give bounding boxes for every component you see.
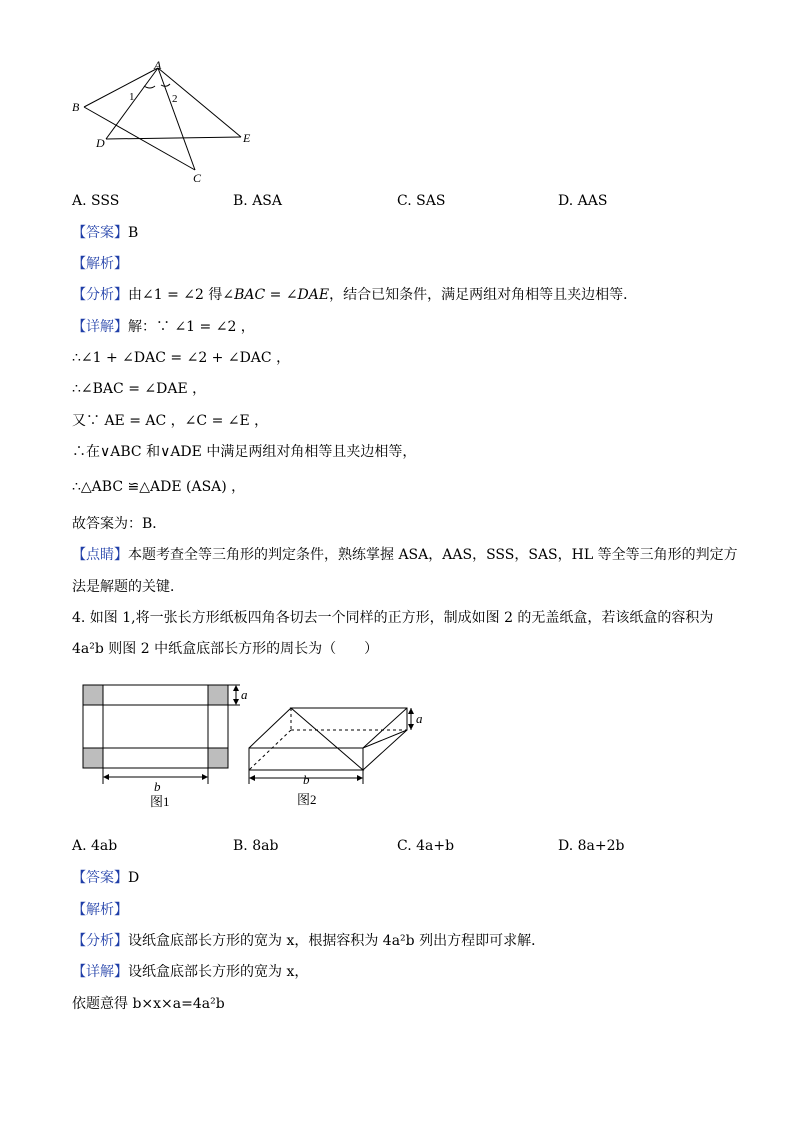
- q3-option-c: C. SAS: [397, 193, 446, 209]
- q4-detail-line1: [72, 962, 308, 982]
- q3-answer-line: [72, 223, 138, 243]
- q3-option-d: D. AAS: [558, 193, 608, 209]
- vertex-b: B: [72, 100, 80, 114]
- fenxi-text: 设纸盒底部长方形的宽为 x，根据容积为 4a²b 列出方程即可求解．: [128, 933, 546, 949]
- fig2-label-b: b: [303, 772, 310, 787]
- dianjing-tag: 【点睛】: [72, 547, 128, 563]
- vertex-e: E: [243, 131, 251, 145]
- q3-option-a: A. SSS: [72, 193, 120, 209]
- fig2-label-a: a: [416, 711, 423, 726]
- vertex-d: D: [96, 136, 105, 150]
- fig1-label-a: a: [241, 687, 248, 702]
- q3-detail-line1: [72, 317, 255, 337]
- fig1-label-b: b: [154, 779, 161, 794]
- q4-stem-line2: 4a²b 则图 2 中纸盒底部长方形的周长为（ ）: [72, 641, 379, 657]
- detail-tag: 【详解】: [72, 319, 128, 335]
- q3-fenxi-line: [72, 285, 637, 305]
- figure-2-box: [245, 700, 435, 812]
- fig2-caption: 图2: [297, 792, 317, 807]
- q4-detail-line2: 依题意得 b×x×a=4a²b: [72, 996, 225, 1012]
- detail-text: 解：∵ ∠1 = ∠2 ，: [128, 319, 255, 335]
- answer-tag: 【答案】: [72, 870, 128, 886]
- fenxi-tag: 【分析】: [72, 933, 128, 949]
- detail-text: 设纸盒底部长方形的宽为 x，: [128, 964, 309, 980]
- fenxi-tag: 【分析】: [72, 287, 128, 303]
- fenxi-math: ∠BAC = ∠DAE: [222, 287, 330, 303]
- q4-option-d: D. 8a+2b: [558, 838, 625, 854]
- q4-analysis-tag: 【解析】: [72, 902, 128, 918]
- angle-2-label: 2: [172, 93, 178, 105]
- detail-tag: 【详解】: [72, 964, 128, 980]
- fig1-caption: 图1: [150, 794, 170, 809]
- q3-detail-line5: ∴在∨ABC 和∨ADE 中满足两组对角相等且夹边相等，: [72, 444, 417, 460]
- q4-option-b: B. 8ab: [233, 838, 279, 854]
- answer-value: B: [128, 225, 139, 241]
- angle-1-label: 1: [129, 91, 135, 103]
- figure-1-board: [78, 680, 253, 810]
- triangle-figure: [60, 58, 270, 186]
- vertex-a: A: [154, 58, 162, 72]
- answer-tag: 【答案】: [72, 225, 128, 241]
- fenxi-post: ，结合已知条件，满足两组对角相等且夹边相等．: [329, 287, 638, 303]
- q4-option-a: A. 4ab: [72, 838, 118, 854]
- q4-stem-line1: 4. 如图 1,将一张长方形纸板四角各切去一个同样的正方形，制成如图 2 的无盖纸盒，若该纸盒的容积为: [72, 610, 714, 626]
- q3-dianjing-line1: [72, 545, 738, 565]
- q4-fenxi-line: [72, 931, 545, 951]
- q3-analysis-tag: 【解析】: [72, 256, 128, 272]
- fenxi-pre: 由∠1 = ∠2 得: [128, 287, 223, 303]
- q3-detail-line4: 又∵ AE = AC ，∠C = ∠E ，: [72, 413, 269, 429]
- q3-option-b: B. ASA: [233, 193, 282, 209]
- vertex-c: C: [193, 171, 202, 185]
- q4-answer-line: [72, 868, 139, 888]
- dianjing-text: 本题考查全等三角形的判定条件，熟练掌握 ASA，AAS，SSS，SAS，HL 等全等三角形的判定方: [128, 547, 738, 563]
- answer-value: D: [128, 870, 140, 886]
- q3-detail-line3: ∴∠BAC = ∠DAE ，: [72, 381, 207, 397]
- q3-conclusion: 故答案为：B．: [72, 516, 167, 532]
- q3-detail-line6: ∴△ABC ≌△ADE (ASA) ，: [72, 479, 246, 495]
- q4-option-c: C. 4a+b: [397, 838, 455, 854]
- q3-dianjing-line2: 法是解题的关键．: [72, 579, 184, 595]
- q3-detail-line2: ∴∠1 + ∠DAC = ∠2 + ∠DAC ，: [72, 350, 291, 366]
